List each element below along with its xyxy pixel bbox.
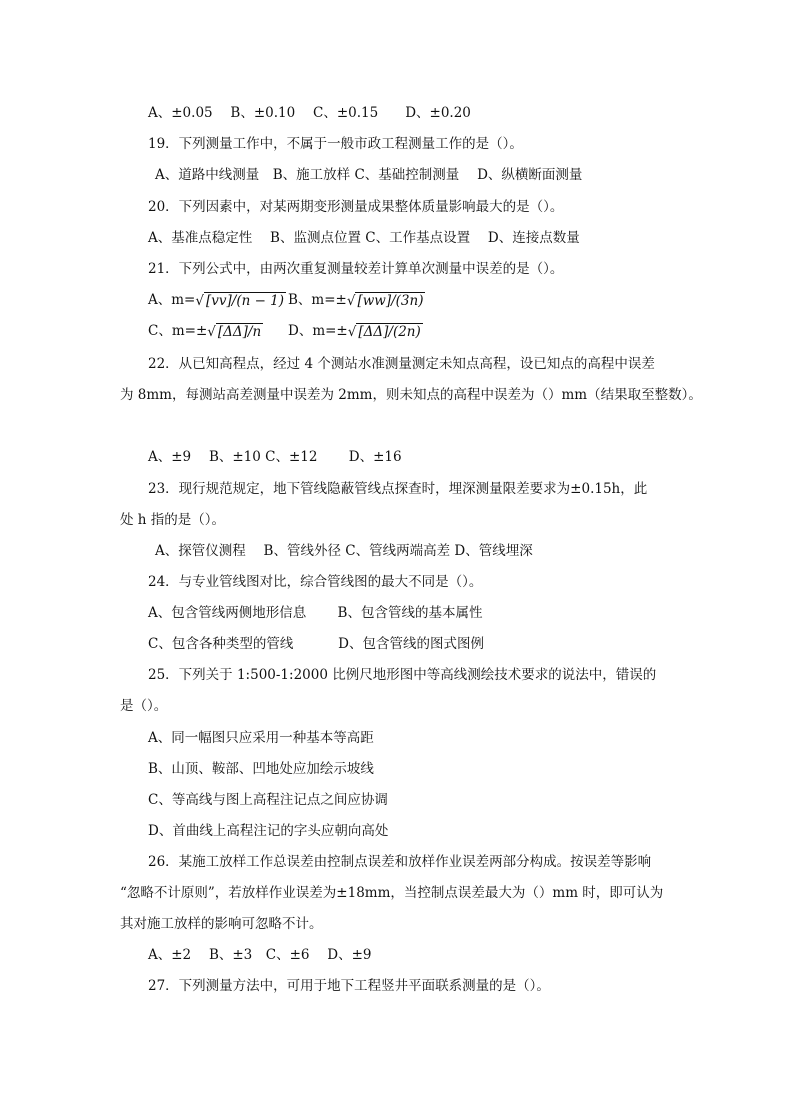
q21-option-b: B、m=±√ [ww]/(3n) (288, 292, 424, 309)
q23-stem-line1: 23．现行规范规定，地下管线隐蔽管线点探查时，埋深测量限差要求为±0.15h，此 (148, 481, 648, 497)
q18-options: A、±0.05 B、±0.10 C、±0.15 D、±0.20 (148, 105, 471, 121)
q25-option-d: D、首曲线上高程注记的字头应朝向高处 (148, 823, 389, 839)
q21-stem: 21．下列公式中，由两次重复测量较差计算单次测量中误差的是（）。 (148, 261, 564, 277)
formula-b-radicand: [ww]/(3n) (357, 292, 424, 309)
q20-options: A、基准点稳定性 B、监测点位置 C、工作基点设置 D、连接点数量 (148, 230, 580, 246)
q22-stem-line2: 为 8mm，每测站高差测量中误差为 2mm，则未知点的高程中误差为（）mm（结果取至整数）。 (120, 387, 702, 403)
q25-stem-line2: 是（）。 (120, 698, 168, 714)
q19-options: A、道路中线测量 B、施工放样 C、基础控制测量 D、纵横断面测量 (155, 167, 583, 183)
q25-option-c: C、等高线与图上高程注记点之间应协调 (148, 792, 388, 808)
q21-option-a: A、m=√ [vv]/(n − 1) (148, 292, 285, 309)
q19-stem: 19．下列测量工作中，不属于一般市政工程测量工作的是（）。 (148, 136, 523, 152)
q21-option-c: C、m=±√ [ΔΔ]/n (148, 323, 262, 340)
formula-a-radicand: [vv]/(n − 1) (205, 292, 285, 309)
q24-options-cd: C、包含各种类型的管线 D、包含管线的图式图例 (148, 636, 484, 652)
q24-options-ab: A、包含管线两侧地形信息 B、包含管线的基本属性 (148, 605, 483, 621)
q26-stem-line1: 26．某施工放样工作总误差由控制点误差和放样作业误差两部分构成。按误差等影响 (148, 854, 652, 870)
formula-d-radicand: [ΔΔ]/(2n) (358, 323, 421, 340)
q22-options: A、±9 B、±10 C、±12 D、±16 (148, 449, 402, 465)
q23-options: A、探管仪测程 B、管线外径 C、管线两端高差 D、管线埋深 (155, 543, 533, 559)
q20-stem: 20．下列因素中，对某两期变形测量成果整体质量影响最大的是（）。 (148, 199, 564, 215)
formula-c-radicand: [ΔΔ]/n (217, 323, 262, 340)
q22-stem-line1: 22．从已知高程点，经过 4 个测站水准测量测定未知点高程，设已知点的高程中误差 (148, 356, 655, 372)
q26-stem-line3: 其对施工放样的影响可忽略不计。 (120, 916, 323, 932)
q25-option-a: A、同一幅图只应采用一种基本等高距 (148, 730, 374, 746)
q23-stem-line2: 处 h 指的是（）。 (120, 512, 226, 528)
q25-option-b: B、山顶、鞍部、凹地处应加绘示坡线 (148, 761, 374, 777)
q26-stem-line2: “忽略不计原则”，若放样作业误差为±18mm，当控制点误差最大为（）mm 时，即可认为 (120, 885, 664, 901)
q27-stem: 27．下列测量方法中，可用于地下工程竖井平面联系测量的是（）。 (148, 978, 550, 994)
q26-options: A、±2 B、±3 C、±6 D、±9 (148, 947, 372, 963)
q21-option-d: D、m=±√ [ΔΔ]/(2n) (288, 323, 421, 340)
q24-stem: 24．与专业管线图对比，综合管线图的最大不同是（）。 (148, 574, 483, 590)
q25-stem-line1: 25．下列关于 1:500-1:2000 比例尺地形图中等高线测绘技术要求的说法中，错误的 (148, 667, 657, 683)
